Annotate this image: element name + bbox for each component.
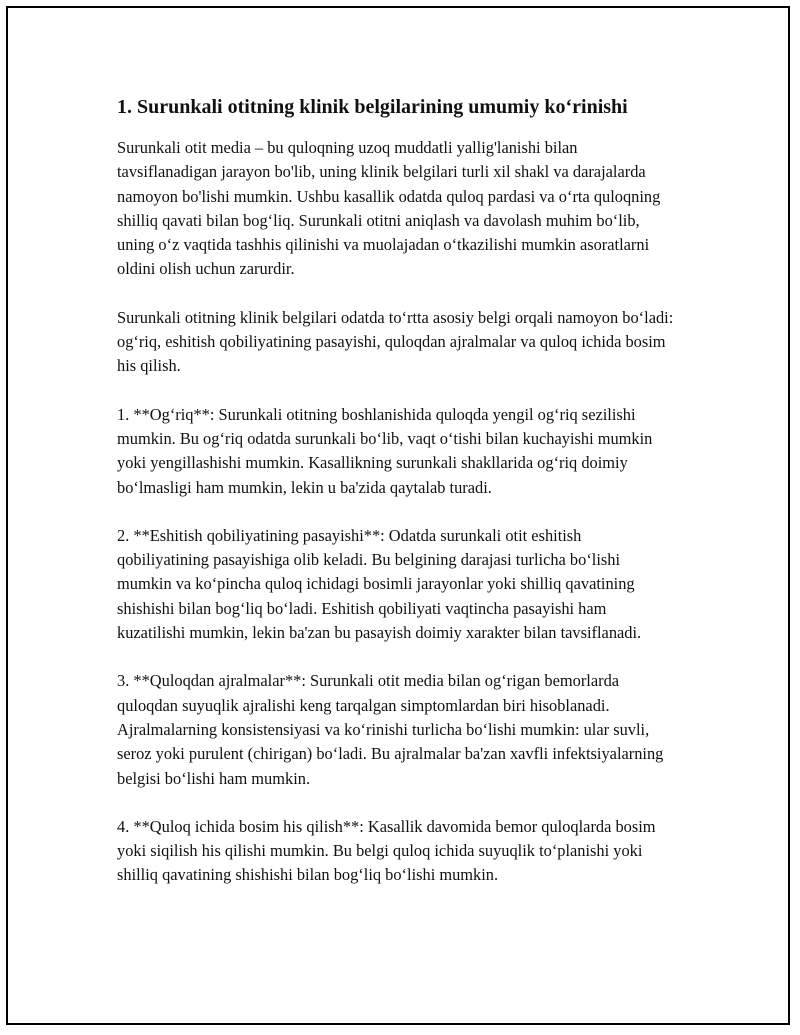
paragraph-pressure: 4. **Quloq ichida bosim his qilish**: Kasallik davomida bemor quloqlarda bosim yoki siqilish his qilishi mumkin. Bu belgi quloq ichida suyuqlik to‘planishi yoki shilliq qavatining shishishi bilan bog‘liq bo‘lishi mumkin. [117, 816, 656, 885]
section-heading: 1. Surunkali otitning klinik belgilarining umumiy ko‘rinishi [117, 96, 628, 118]
paragraph-discharge: 3. **Quloqdan ajralmalar**: Surunkali otit media bilan og‘rigan bemorlarda quloqdan suyuqlik ajralishi keng tarqalgan simptomlardan biri hisoblanadi. Ajralmalarning konsistensiyasi va ko‘rinishi turlicha bo‘lishi mumkin: ular suvli, seroz yoki purulent (chirigan) bo‘ladi. Bu ajralmalar ba'zan xavfli infektsiyalarning belgisi bo‘lishi ham mumkin. [117, 671, 664, 788]
paragraph-overview: Surunkali otitning klinik belgilari odatda to‘rtta asosiy belgi orqali namoyon bo‘ladi: og‘riq, eshitish qobiliyatining pasayishi, quloqdan ajralmalar va quloq ichida bosim his qilish. [117, 307, 674, 376]
paragraph-intro: Surunkali otit media – bu quloqning uzoq muddatli yallig'lanishi bilan tavsiflanadigan jarayon bo'lib, uning klinik belgilari turli xil shakl va darajalarda namoyon bo'lishi mumkin. Ushbu kasallik odatda quloq pardasi va o‘rta quloqning shilliq qavati bilan bog‘liq. Surunkali otitni aniqlash va davolash muhim bo‘lib, uning o‘z vaqtida tashhis qilinishi va muolajadan o‘tkazilishi mumkin asoratlarni oldini olish uchun zarurdir. [117, 138, 661, 279]
paragraph-pain: 1. **Og‘riq**: Surunkali otitning boshlanishida quloqda yengil og‘riq sezilishi mumkin. Bu og‘riq odatda surunkali bo‘lib, vaqt o‘tishi bilan kuchayishi mumkin yoki yengillashishi mumkin. Kasallikning surunkali shakllarida og‘riq doimiy bo‘lmasligi ham mumkin, lekin u ba'zida qaytalab turadi. [117, 404, 653, 497]
document-body [117, 90, 677, 912]
paragraph-hearing-loss: 2. **Eshitish qobiliyatining pasayishi**: Odatda surunkali otit eshitish qobiliyatining pasayishiga olib keladi. Bu belgining darajasi turlicha bo‘lishi mumkin va ko‘pincha quloq ichidagi bosimli jarayonlar yoki shilliq qavatining shishishi bilan bog‘liq bo‘ladi. Eshitish qobiliyati vaqtincha pasayishi ham kuzatilishi mumkin, lekin ba'zan bu pasayish doimiy xarakter bilan tavsiflanadi. [117, 525, 642, 643]
